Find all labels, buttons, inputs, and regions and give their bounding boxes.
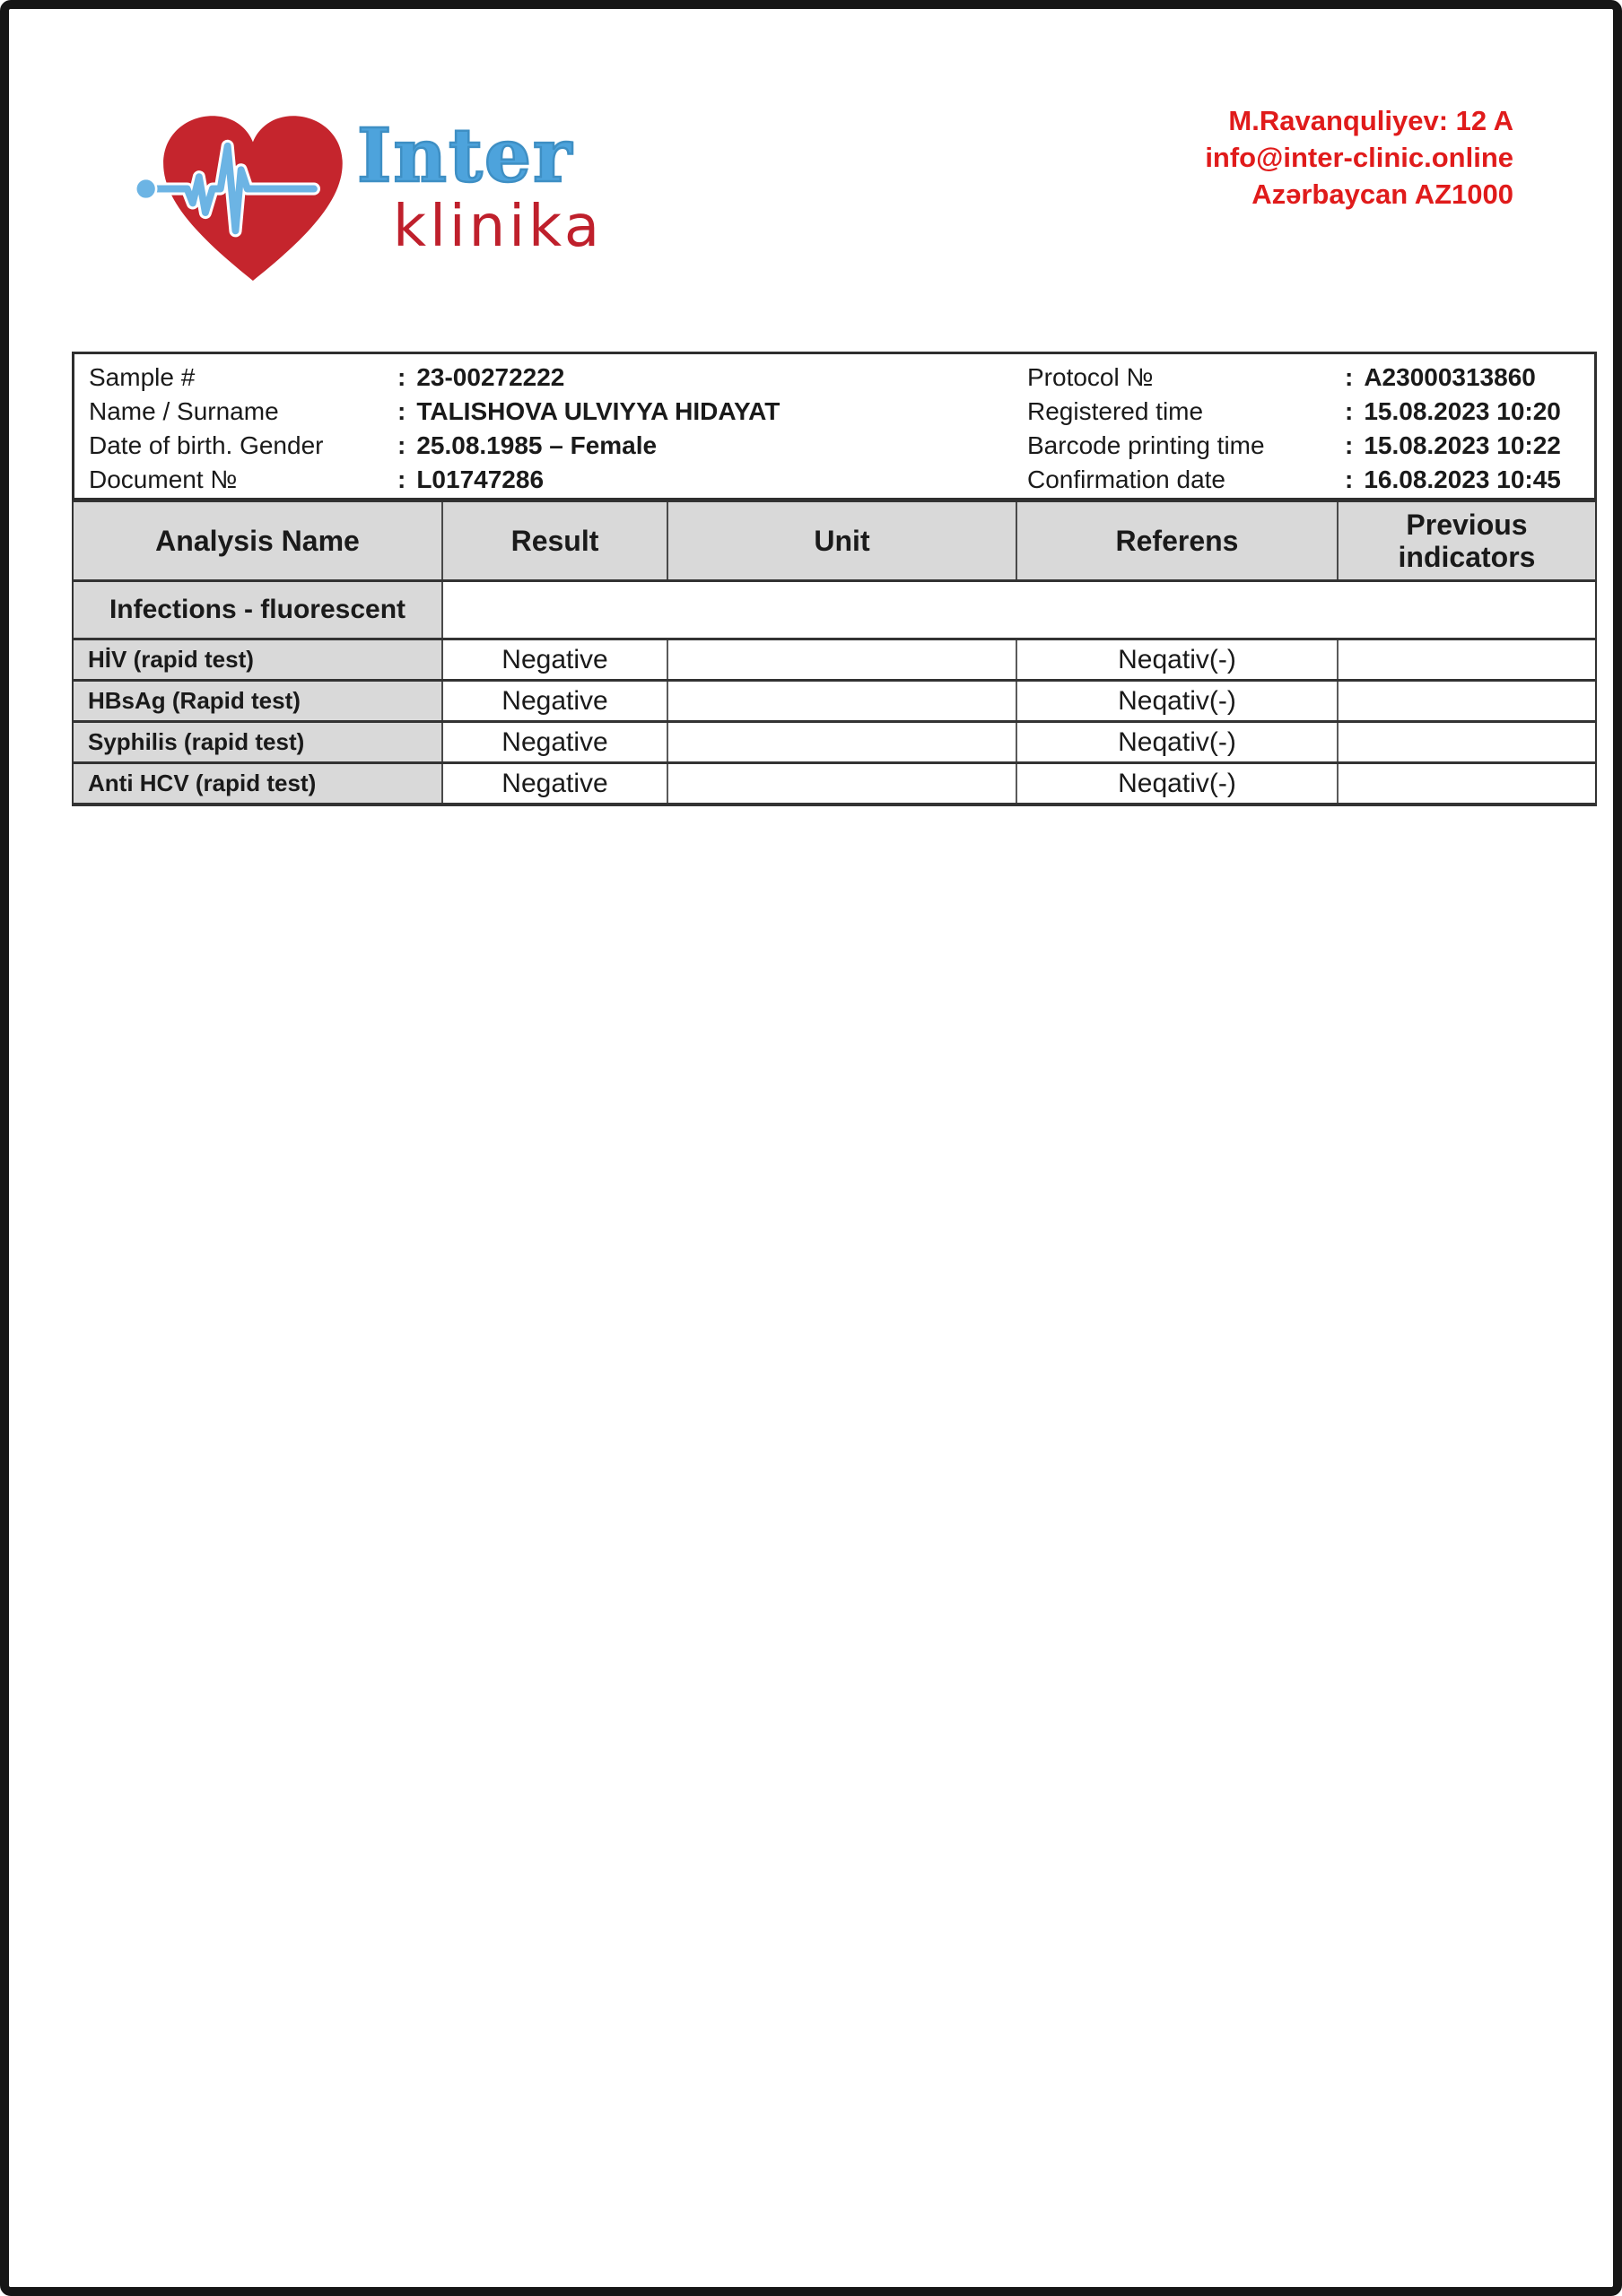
info-label: Registered time — [1027, 397, 1204, 425]
result-value: Negative — [443, 640, 668, 679]
info-value: TALISHOVA ULVIYYA HIDAYAT — [416, 397, 780, 425]
unit-value — [668, 640, 1017, 679]
patient-info-right-column — [1027, 361, 1594, 498]
info-value: 25.08.1985 – Female — [416, 431, 658, 459]
patient-info-left-column — [89, 361, 1027, 498]
results-table-header-row — [74, 502, 1595, 582]
table-row-hbsag — [74, 682, 1595, 723]
referens-value: Neqativ(-) — [1017, 764, 1339, 803]
header-referens: Referens — [1017, 502, 1339, 579]
info-value: A23000313860 — [1364, 363, 1536, 391]
contact-country-postcode: Azərbaycan AZ1000 — [1251, 178, 1513, 210]
clinic-contact-block — [1205, 102, 1513, 213]
previous-value — [1339, 723, 1595, 761]
info-label: Document № — [89, 465, 238, 493]
info-row-barcode — [1027, 429, 1594, 463]
result-value: Negative — [443, 682, 668, 720]
colon: : — [1345, 465, 1354, 493]
table-row-anti-hcv — [74, 764, 1595, 803]
referens-value: Neqativ(-) — [1017, 682, 1339, 720]
colon: : — [1345, 397, 1354, 425]
section-row-infections — [74, 582, 1595, 640]
header-result: Result — [443, 502, 668, 579]
info-label: Name / Surname — [89, 397, 279, 425]
referens-value: Neqativ(-) — [1017, 640, 1339, 679]
results-table — [72, 500, 1597, 806]
unit-value — [668, 682, 1017, 720]
info-value: 15.08.2023 10:22 — [1364, 431, 1561, 459]
clinic-heart-ecg-icon — [130, 91, 368, 307]
info-value: L01747286 — [416, 465, 545, 493]
section-title: Infections - fluorescent — [74, 582, 443, 638]
analysis-name: HBsAg (Rapid test) — [74, 682, 443, 720]
colon: : — [397, 363, 406, 391]
info-row-sample — [89, 361, 1027, 395]
analysis-name: HİV (rapid test) — [74, 640, 443, 679]
logo-text-primary: Inter — [357, 113, 574, 199]
info-row-birth-gender — [89, 429, 1027, 463]
info-label: Confirmation date — [1027, 465, 1226, 493]
contact-address-line: M.Ravanquliyev: 12 A — [1228, 105, 1513, 136]
referens-value: Neqativ(-) — [1017, 723, 1339, 761]
info-label: Protocol № — [1027, 363, 1154, 391]
info-value: 16.08.2023 10:45 — [1364, 465, 1561, 493]
previous-value — [1339, 640, 1595, 679]
result-value: Negative — [443, 764, 668, 803]
colon: : — [1345, 363, 1354, 391]
analysis-name: Anti HCV (rapid test) — [74, 764, 443, 803]
table-row-hiv — [74, 640, 1595, 682]
table-row-syphilis — [74, 723, 1595, 764]
previous-value — [1339, 764, 1595, 803]
header-unit: Unit — [668, 502, 1017, 579]
info-value: 15.08.2023 10:20 — [1364, 397, 1561, 425]
colon: : — [1345, 431, 1354, 459]
info-row-confirmation — [1027, 463, 1594, 497]
info-label: Sample # — [89, 363, 196, 391]
contact-email: info@inter-clinic.online — [1205, 142, 1513, 173]
colon: : — [397, 465, 406, 493]
result-value: Negative — [443, 723, 668, 761]
header-previous-indicators: Previous indicators — [1339, 502, 1595, 579]
colon: : — [397, 431, 406, 459]
info-row-name — [89, 395, 1027, 429]
unit-value — [668, 723, 1017, 761]
unit-value — [668, 764, 1017, 803]
patient-info-box — [72, 352, 1597, 500]
info-row-document — [89, 463, 1027, 497]
info-value: 23-00272222 — [416, 363, 565, 391]
previous-value — [1339, 682, 1595, 720]
header-analysis-name: Analysis Name — [74, 502, 443, 579]
colon: : — [397, 397, 406, 425]
logo-text-secondary: klinika — [393, 194, 604, 260]
info-label: Barcode printing time — [1027, 431, 1265, 459]
info-row-registered — [1027, 395, 1594, 429]
info-label: Date of birth. Gender — [89, 431, 324, 459]
info-row-protocol — [1027, 361, 1594, 395]
analysis-name: Syphilis (rapid test) — [74, 723, 443, 761]
